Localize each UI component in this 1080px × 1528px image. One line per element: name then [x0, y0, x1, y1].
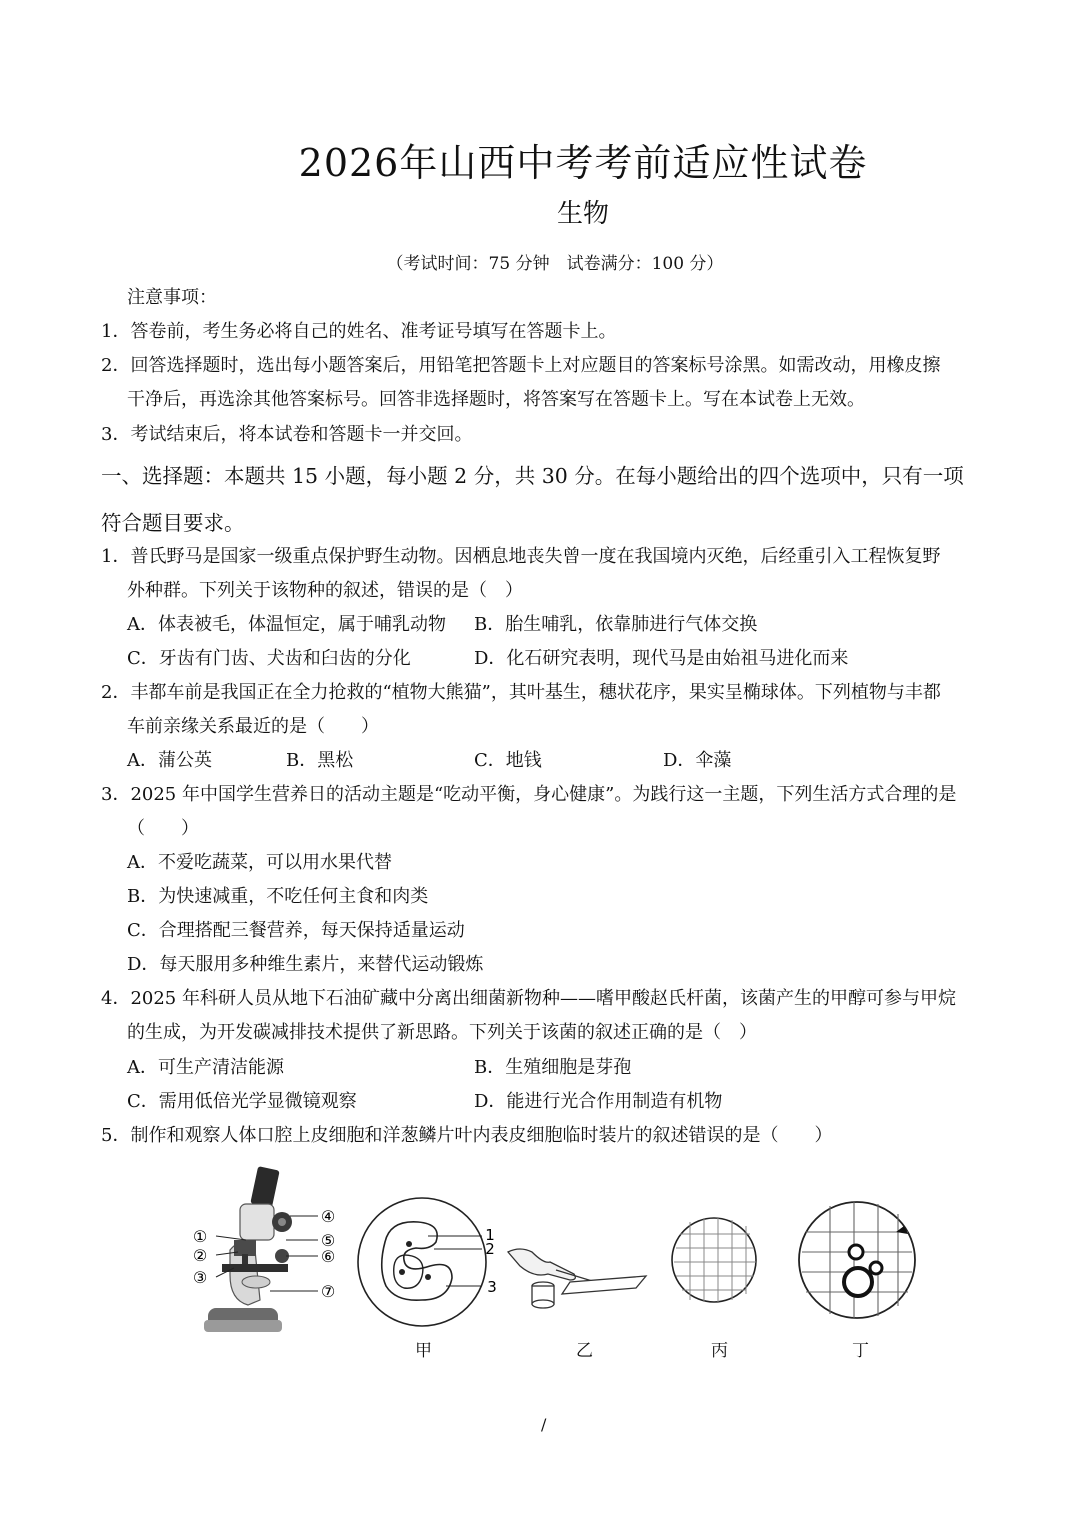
cells-view-bing: [672, 1218, 756, 1302]
q1-option-d: D．化石研究表明，现代马是由始祖马进化而来: [474, 648, 849, 669]
q1-option-b: B．胎生哺乳，依靠肺进行气体交换: [474, 614, 758, 635]
figure-label-bing: 丙: [711, 1341, 728, 1361]
q4-option-d: D．能进行光合作用制造有机物: [474, 1091, 723, 1112]
cell-mark-3: 3: [487, 1278, 497, 1296]
q2-stem: 2．丰都车前是我国正在全力抢救的“植物大熊猫”，其叶基生，穗状花序，果实呈椭球体。下列植物与丰都: [101, 682, 941, 703]
page-number: /: [541, 1415, 547, 1434]
section-heading: 一、选择题：本题共 15 小题，每小题 2 分，共 30 分。在每小题给出的四个选项中，只有一项: [101, 464, 964, 488]
slide-preparation-illustration: [508, 1249, 646, 1308]
q4-option-b: B．生殖细胞是芽孢: [474, 1057, 632, 1078]
q5-stem: 5．制作和观察人体口腔上皮细胞和洋葱鳞片叶内表皮细胞临时装片的叙述错误的是（ ）: [101, 1125, 833, 1146]
figure-label-ding: 丁: [852, 1341, 869, 1361]
figure-label-yi: 乙: [576, 1341, 593, 1361]
exam-meta: （考试时间：75 分钟 试卷满分：100 分）: [386, 254, 724, 274]
q2-option-d: D．伞藻: [663, 750, 732, 771]
microscope-mark-7: ⑦: [320, 1282, 336, 1301]
q3-stem: 3．2025 年中国学生营养日的活动主题是“吃动平衡，身心健康”。为践行这一主题，下列生活方式合理的是: [101, 784, 957, 805]
notice-item-2: 2．回答选择题时，选出每小题答案后，用铅笔把答题卡上对应题目的答案标号涂黑。如需改动，用橡皮擦: [101, 355, 941, 376]
q2-option-a: A．蒲公英: [127, 750, 212, 771]
microscope-mark-4: ④: [320, 1207, 336, 1226]
figure-label-jia: 甲: [415, 1341, 432, 1361]
section-heading-cont: 符合题目要求。: [101, 511, 245, 535]
exam-title: 2026年山西中考考前适应性试卷: [298, 141, 868, 185]
q3-option-b: B．为快速减重，不吃任何主食和肉类: [127, 886, 429, 907]
q3-stem-cont: （ ）: [127, 818, 199, 839]
subject-title: 生物: [556, 199, 609, 229]
microscope-mark-2: ②: [192, 1246, 208, 1265]
q4-stem: 4．2025 年科研人员从地下石油矿藏中分离出细菌新物种——嗜甲酸赵氏杆菌，该菌产生的甲醇可参与甲烷: [101, 988, 956, 1009]
q4-option-c: C．需用低倍光学显微镜观察: [127, 1091, 357, 1112]
q2-option-b: B．黑松: [286, 750, 354, 771]
microscope-mark-1: ①: [192, 1227, 208, 1246]
notice-item-3: 3．考试结束后，将本试卷和答题卡一并交回。: [101, 424, 473, 445]
q3-option-c: C．合理搭配三餐营养，每天保持适量运动: [127, 920, 465, 941]
q3-option-d: D．每天服用多种维生素片，来替代运动锻炼: [127, 954, 484, 975]
notice-heading: 注意事项：: [127, 287, 217, 308]
microscope-mark-6: ⑥: [320, 1247, 336, 1266]
microscope-mark-5: ⑤: [320, 1231, 336, 1250]
q3-option-a: A．不爱吃蔬菜，可以用水果代替: [127, 852, 392, 873]
cell-mark-2: 2: [485, 1240, 495, 1258]
cell-mark-1: 1: [485, 1226, 495, 1244]
notice-item-1: 1．答卷前，考生务必将自己的姓名、准考证号填写在答题卡上。: [101, 321, 617, 342]
q1-stem: 1．普氏野马是国家一级重点保护野生动物。因栖息地丧失曾一度在我国境内灭绝，后经重引入工程恢复野: [101, 546, 941, 567]
q4-option-a: A．可生产清洁能源: [127, 1057, 284, 1078]
q4-stem-cont: 的生成，为开发碳减排技术提供了新思路。下列关于该菌的叙述正确的是（ ）: [127, 1022, 757, 1043]
q1-stem-cont: 外种群。下列关于该物种的叙述，错误的是（ ）: [127, 580, 523, 601]
cells-view-ding: [799, 1202, 915, 1318]
q2-stem-cont: 车前亲缘关系最近的是（ ）: [127, 716, 379, 737]
notice-item-2-cont: 干净后，再选涂其他答案标号。回答非选择题时，将答案写在答题卡上。写在本试卷上无效。: [127, 389, 865, 410]
q1-option-a: A．体表被毛，体温恒定，属于哺乳动物: [127, 614, 446, 635]
microscope-illustration: [204, 1166, 292, 1332]
q2-option-c: C．地钱: [474, 750, 542, 771]
q1-option-c: C．牙齿有门齿、犬齿和臼齿的分化: [127, 648, 411, 669]
q5-figure: [190, 1160, 930, 1360]
cell-field-view: [358, 1198, 486, 1326]
microscope-mark-3: ③: [192, 1268, 208, 1287]
